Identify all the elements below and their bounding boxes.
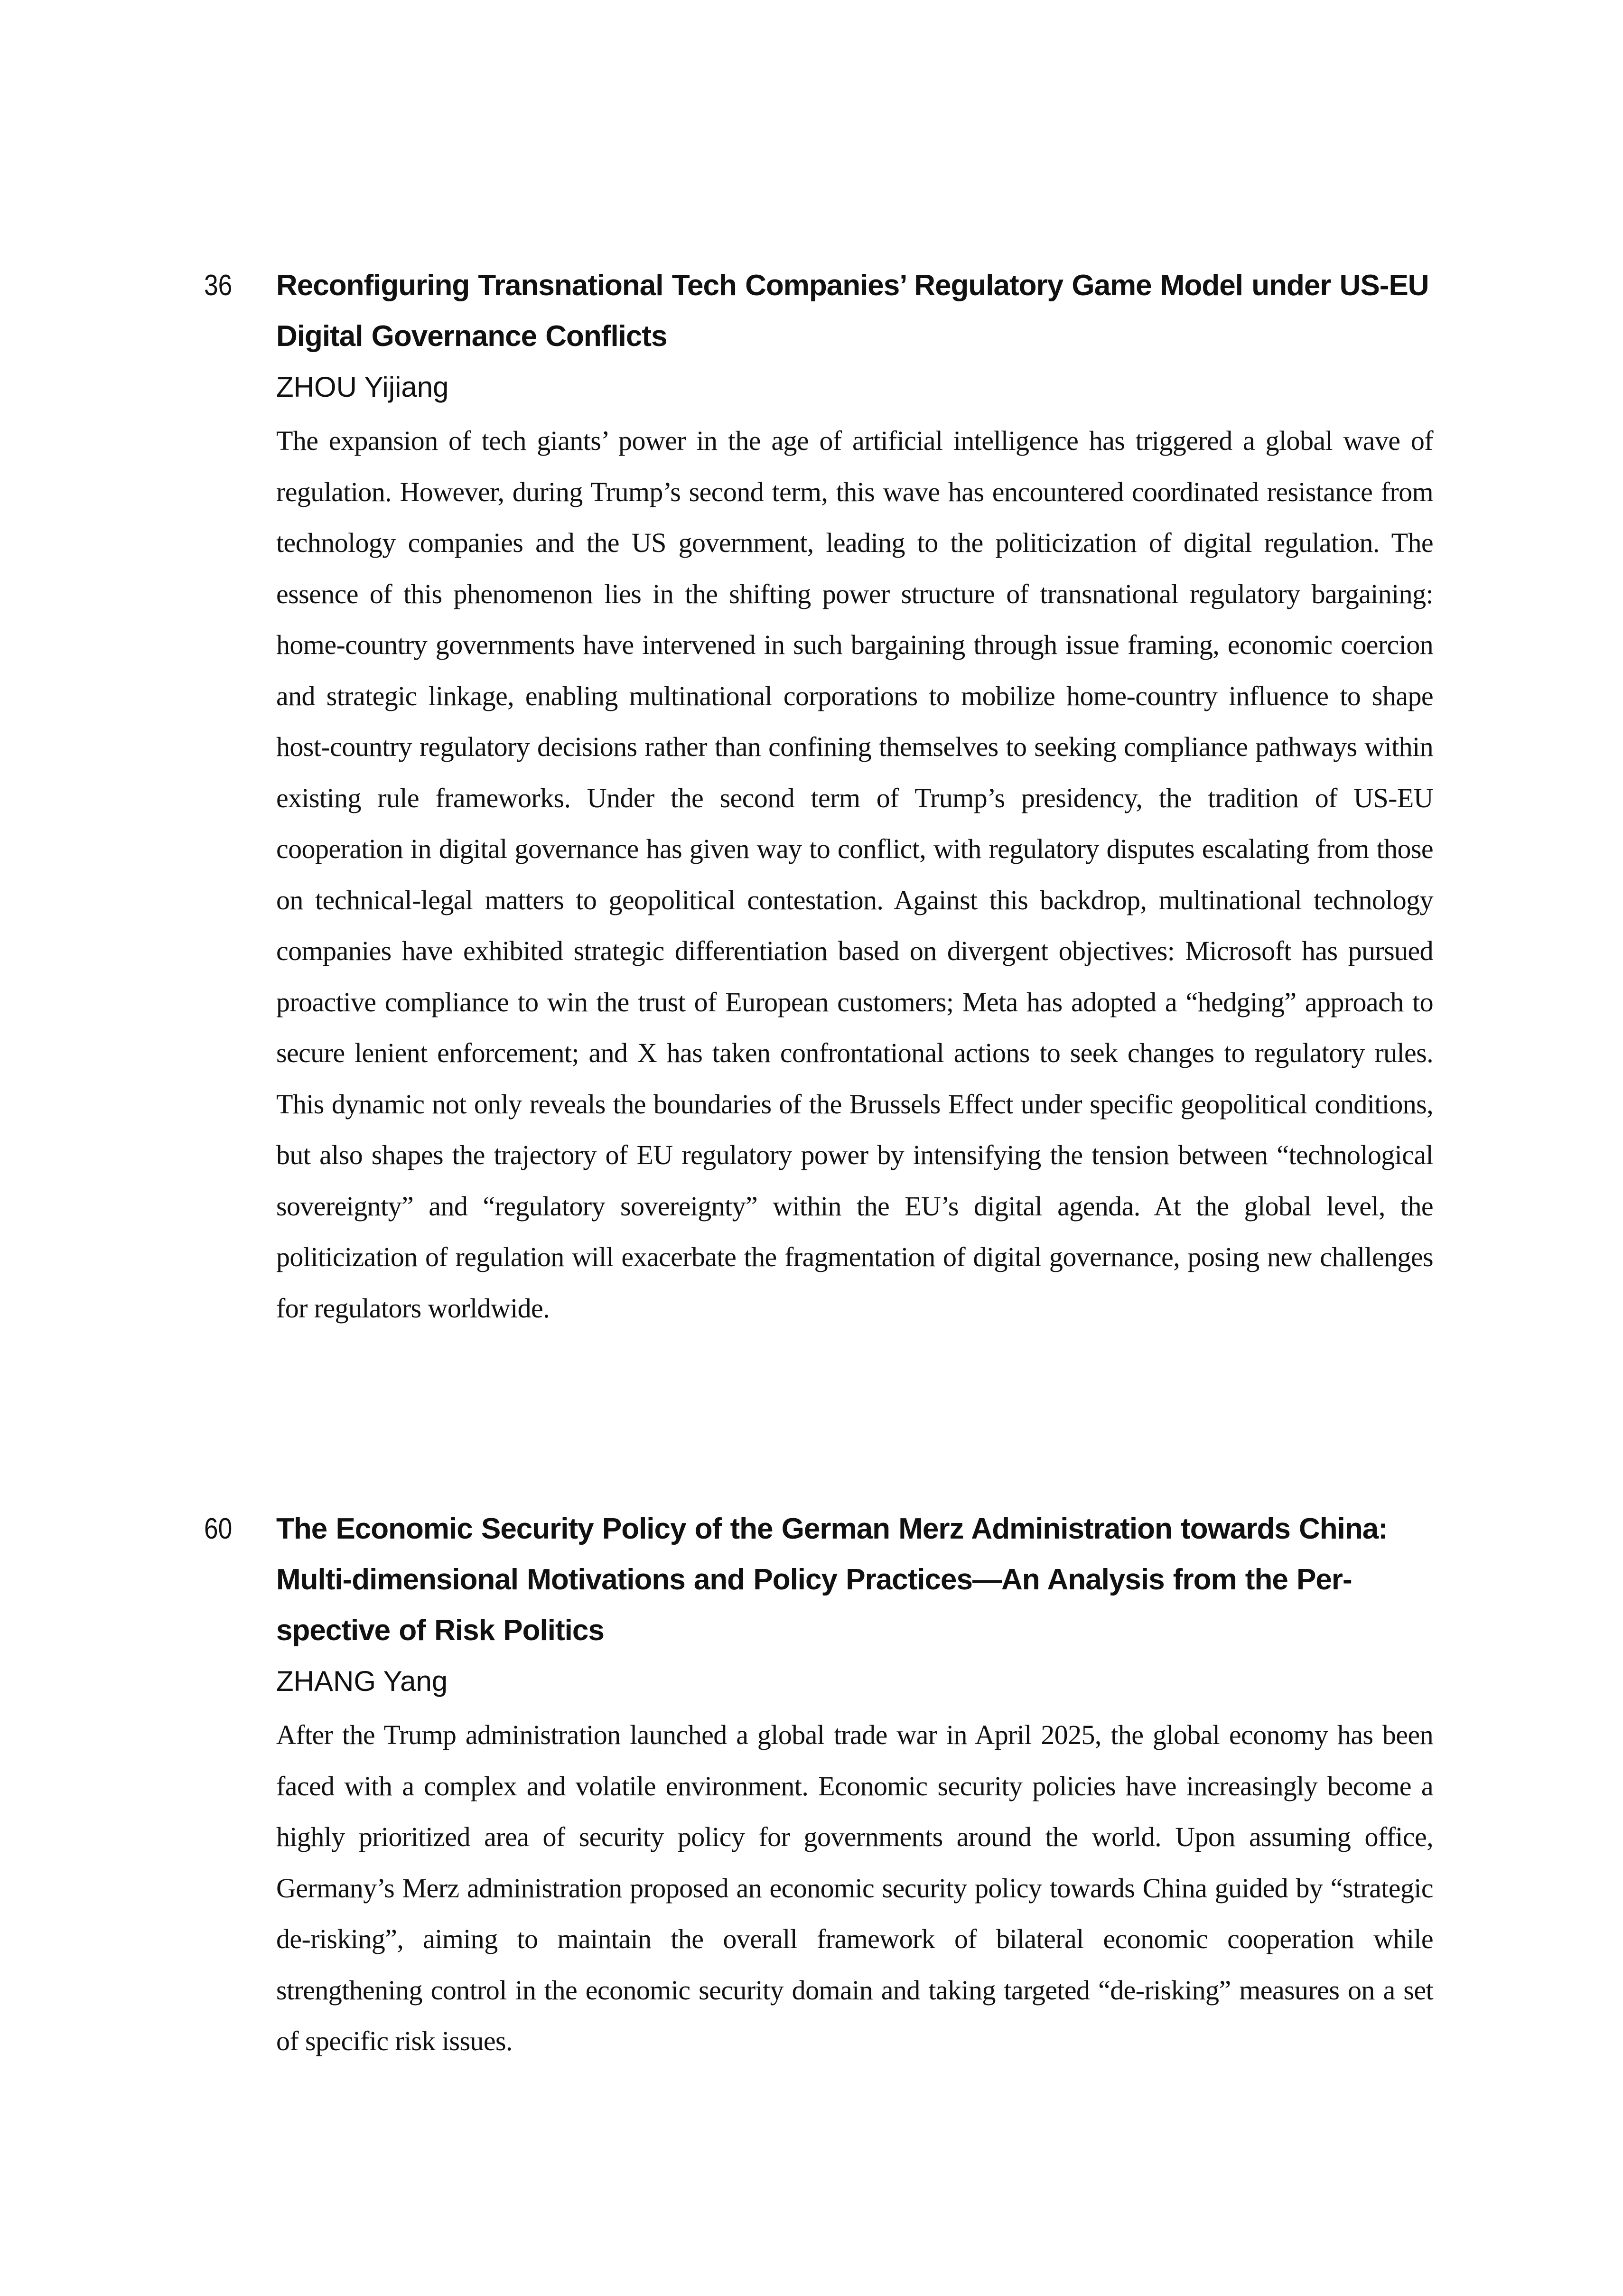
article-abstract: After the Trump administration launched a global trade war in April 2025, the global economy has been faced with a complex and volatile environment. Economic security policies have increasingly become a highly prioritized area of security policy for governments around the world. Upon assuming office, Germany’s Merz administration proposed an economic security policy towards China guided by “strategic de-risking”, aiming to maintain the overall framework of bilateral economic cooperation while strengthening control in the economic security domain and taking targeted “de-risking” measures on a set of specific risk issues.	[276, 1719, 1433, 2056]
page-number: 60	[204, 1512, 233, 1545]
page-number: 36	[204, 269, 233, 302]
article-abstract: The expansion of tech giants’ power in the age of artificial intelligence has triggered a global wave of regulation. However, during Trump’s second term, this wave has encountered coordinated resistance from technology companies and the US government, leading to the politicization of digital regulation. The essence of this phenomenon lies in the shifting power structure of transnational regulatory bargaining: home-country governments have intervened in such bargaining through issue framing, economic coercion and strategic linkage, enabling multinational corporations to mobilize home-country influence to shape host-country regulatory decisions rather than confining themselves to seeking compliance pathways within existing rule frameworks. Under the second term of Trump’s presidency, the tradition of US-EU cooperation in digital governance has given way to conflict, with regulatory disputes escalating from those on technical-legal matters to geopolitical contestation. Against this backdrop, multinational technology companies have exhibited strategic differentiation based on divergent objectives: Microsoft has pursued proactive compliance to win the trust of European customers; Meta has adopted a “hedging” approach to secure lenient enforcement; and X has taken confrontational actions to seek changes to regulatory rules. This dynamic not only reveals the boundaries of the Brussels Effect under specific geopolitical conditions, but also shapes the trajectory of EU regulatory power by intensifying the tension between “technological sovereignty” and “regulatory sovereignty” within the EU’s digital agenda. At the global level, the politicization of regulation will exacerbate the fragmentation of digital governance, posing new challenges for regulators worldwide.	[276, 425, 1433, 1324]
article-title: Reconfiguring Transnational Tech Companies’ Regulatory Game Model under US-EU Digital Governance Conflicts	[276, 269, 1429, 353]
article-title: The Economic Security Policy of the German Merz Administration towards China: Multi-dimensional Motivations and Policy Practices—An Analysis from the Perspective of Risk Politics	[276, 1512, 1388, 1647]
article-author: ZHANG Yang	[276, 1665, 448, 1697]
article-content	[276, 1503, 1433, 2067]
article-content	[276, 260, 1433, 1334]
article-author: ZHOU Yijiang	[276, 371, 449, 403]
